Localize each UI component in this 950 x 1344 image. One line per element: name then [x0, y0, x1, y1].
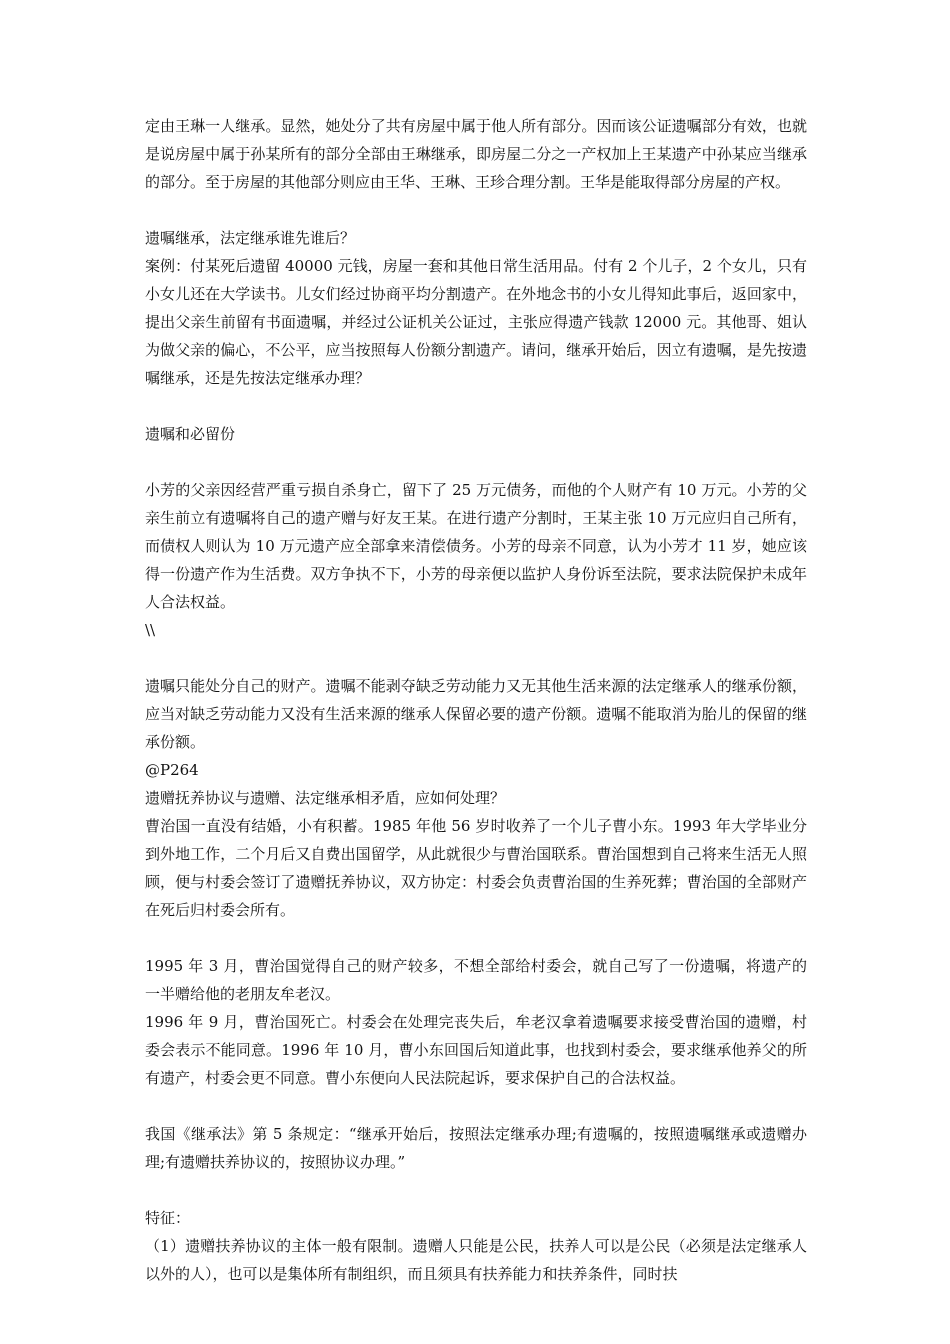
- paragraph-gap: [145, 644, 807, 672]
- heading-bequest-support-agreement: 遗赠抚养协议与遗赠、法定继承相矛盾，应如何处理？: [145, 789, 506, 807]
- paragraph-gap: [145, 448, 807, 476]
- paragraph-gap: [145, 1092, 807, 1120]
- paragraph-gap: [145, 392, 807, 420]
- heading-reserved-share: 遗嘱和必留份: [145, 425, 236, 443]
- paragraph-case-cao-1: 曹治国一直没有结婚，小有积蓄。1985 年他 56 岁时收养了一个儿子曹小东。1993 年大学毕业分到外地工作，二个月后又自费出国留学，从此就很少与曹治国联系。曹治国想到自己将来生活无人照顾，便与村委会签订了遗赠抚养协议，双方协定：村委会负责曹治国的生养死葬；曹治国的全部财产在死后归村委会所有。: [145, 817, 807, 919]
- page-marker: @P264: [145, 761, 199, 779]
- paragraph-case-cao-3: 1996 年 9 月，曹治国死亡。村委会在处理完丧失后，牟老汉拿着遗嘱要求接受曹治国的遗赠，村委会表示不能同意。1996 年 10 月，曹小东回国后知道此事，也找到村委会，要求继承他养父的所有遗产，村委会更不同意。曹小东便向人民法院起诉，要求保护自己的合法权益。: [145, 1013, 807, 1087]
- paragraph-feature-1: （1）遗赠扶养协议的主体一般有限制。遗赠人只能是公民，扶养人可以是公民（必须是法定继承人以外的人），也可以是集体所有制组织，而且须具有扶养能力和扶养条件，同时扶: [145, 1237, 807, 1283]
- heading-features: 特征：: [145, 1209, 191, 1227]
- paragraph-gap: [145, 924, 807, 952]
- paragraph-case-fu: 案例：付某死后遗留 40000 元钱，房屋一套和其他日常生活用品。付有 2 个儿子，2 个女儿，只有小女儿还在大学读书。儿女们经过协商平均分割遗产。在外地念书的小女儿得知此事后，返回家中，提出父亲生前留有书面遗嘱，并经过公证机关公证过，主张应得遗产钱款 12000 元。其他哥、姐认为做父亲的偏心，不公平，应当按照每人份额分割遗产。请问，继承开始后，因立有遗嘱，是先按遗嘱继承，还是先按法定继承办理？: [145, 257, 807, 387]
- paragraph-case-xiaofang: 小芳的父亲因经营严重亏损自杀身亡，留下了 25 万元债务，而他的个人财产有 10 万元。小芳的父亲生前立有遗嘱将自己的遗产赠与好友王某。在进行遗产分割时，王某主张 10 万元应归自己所有，而债权人则认为 10 万元遗产应全部拿来清偿债务。小芳的母亲不同意，认为小芳才 11 岁，她应该得一份遗产作为生活费。双方争执不下，小芳的母亲便以监护人身份诉至法院，要求法院保护未成年人合法权益。: [145, 481, 807, 611]
- paragraph-law-article-5: 我国《继承法》第 5 条规定：“继承开始后，按照法定继承办理;有遗嘱的，按照遗嘱继承或遗赠办理;有遗赠扶养协议的，按照协议办理。”: [145, 1125, 807, 1171]
- paragraph-will-limits: 遗嘱只能处分自己的财产。遗嘱不能剥夺缺乏劳动能力又无其他生活来源的法定继承人的继承份额，应当对缺乏劳动能力又没有生活来源的继承人保留必要的遗产份额。遗嘱不能取消为胎儿的保留的继承份额。: [145, 677, 807, 751]
- paragraph-case-cao-2: 1995 年 3 月，曹治国觉得自己的财产较多，不想全部给村委会，就自己写了一份遗嘱，将遗产的一半赠给他的老朋友牟老汉。: [145, 957, 807, 1003]
- paragraph-gap: [145, 1176, 807, 1204]
- document-page: [145, 112, 807, 1288]
- paragraph-gap: [145, 196, 807, 224]
- heading-will-vs-statutory: 遗嘱继承，法定继承谁先谁后？: [145, 229, 356, 247]
- paragraph-inheritance-ruling: 定由王琳一人继承。显然，她处分了共有房屋中属于他人所有部分。因而该公证遗嘱部分有效，也就是说房屋中属于孙某所有的部分全部由王琳继承，即房屋二分之一产权加上王某遗产中孙某应当继承的部分。至于房屋的其他部分则应由王华、王琳、王珍合理分割。王华是能取得部分房屋的产权。: [145, 117, 807, 191]
- paragraph-backslashes: \\: [145, 621, 156, 639]
